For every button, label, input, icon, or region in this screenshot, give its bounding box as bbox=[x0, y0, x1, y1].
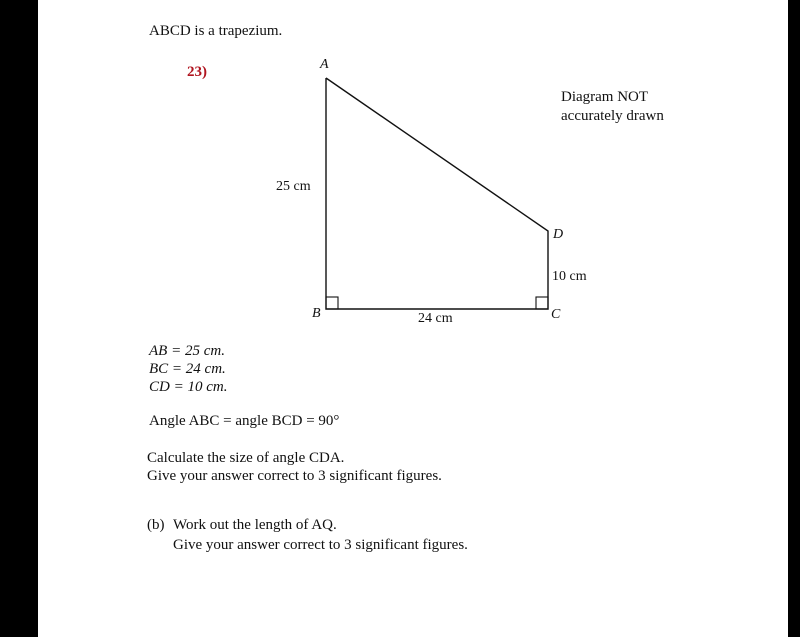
vertex-label-d: D bbox=[553, 227, 564, 242]
given-bc: BC = 24 cm. bbox=[149, 361, 226, 377]
left-frame-border bbox=[0, 0, 38, 637]
worksheet-page bbox=[38, 0, 788, 637]
vertex-label-b: B bbox=[312, 306, 321, 321]
right-angle-marker-b bbox=[326, 297, 338, 309]
vertex-label-c: C bbox=[551, 307, 561, 322]
right-frame-border bbox=[788, 0, 800, 637]
diagram-note-line1: Diagram NOT bbox=[561, 89, 649, 105]
side-label-bc: 24 cm bbox=[418, 311, 453, 326]
part-b-label: (b) bbox=[147, 517, 165, 533]
intro-text: ABCD is a trapezium. bbox=[149, 23, 283, 39]
given-ab: AB = 25 cm. bbox=[149, 343, 225, 359]
trapezium-outline bbox=[326, 78, 548, 309]
part-a-line2: Give your answer correct to 3 significant figures. bbox=[147, 468, 442, 484]
given-angles: Angle ABC = angle BCD = 90° bbox=[149, 413, 340, 429]
side-label-cd: 10 cm bbox=[552, 269, 587, 284]
side-label-ab: 25 cm bbox=[276, 179, 311, 194]
part-b-line2: Give your answer correct to 3 significant figures. bbox=[173, 537, 468, 553]
right-angle-marker-c bbox=[536, 297, 548, 309]
part-a-line1: Calculate the size of angle CDA. bbox=[147, 450, 345, 466]
vertex-label-a: A bbox=[320, 57, 329, 72]
question-number: 23) bbox=[187, 64, 207, 80]
given-cd: CD = 10 cm. bbox=[149, 379, 228, 395]
diagram-note-line2: accurately drawn bbox=[561, 108, 664, 124]
part-b-line1: Work out the length of AQ. bbox=[173, 517, 337, 533]
